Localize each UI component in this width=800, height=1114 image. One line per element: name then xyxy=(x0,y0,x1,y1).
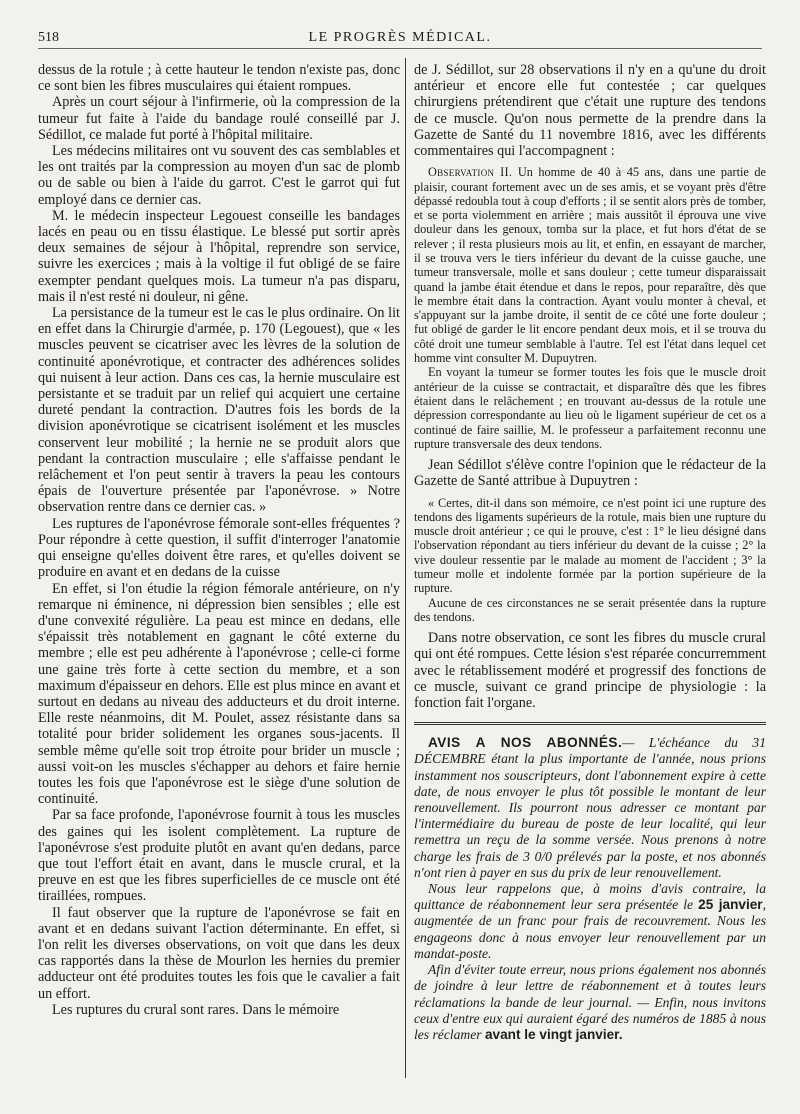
observation-followup: En voyant la tumeur se former toutes les fois que le muscle droit antérieur de la cuisse se contractait, et disparaître dès que les fibres étaient dans le relâchement ; en trouvant au-dessus de la rotule une dépression correspondante au lieu où le ligament supérieur de cet os a continué de faire saillie, M. le professeur a parfaitement reconnu une rupture transversale des deux tendons. xyxy=(414,365,766,451)
notice-text-3a: Afin d'éviter toute erreur, nous prions également nos abonnés de joindre à leur lettre de réabonnement et à toutes leurs réclamations la bande de leur journal. — Enfin, nous invitons ceux d'entre eux qui auraient égaré des numéros de 1885 à nous les réclamer xyxy=(414,962,766,1042)
left-paragraph: Les ruptures de l'aponévrose fémorale sont-elles fréquentes ? Pour répondre à cette question, il suffit d'interroger l'anatomie qui enseigne qu'elles doivent être rares, et qu'elles doivent se produire en avant et en dedans de la cuisse xyxy=(38,515,400,581)
left-paragraph: M. le médecin inspecteur Legouest conseille les bandages lacés en peau ou en tissu élastique. Le blessé put sortir après deux semaines de séjour à l'hôpital, reprendre son service, suivre les exercices ; mais à la voltige il fut obligé de se faire exempter pendant quelques mois. La tumeur n'a pas disparu, mais il n'est resté ni douleur, ni gêne. xyxy=(38,207,400,305)
left-paragraph: La persistance de la tumeur est le cas le plus ordinaire. On lit en effet dans la Chirurgie d'armée, p. 170 (Legouest), que « les muscles peuvent se cicatriser avec les lèvres de la solution de continuité aponévrotique, et contracter des adhérences solides qui nuisent à leur action. Dans ces cas, la hernie musculaire est persistante et se traduit par un relief qui acquiert une certaine dureté pendant la contraction. D'autres fois les bords de la division aponévrotique se cicatrisent isolément et les muscles conservent leur mobilité ; la hernie ne se produit alors que pendant la contraction musculaire ; elle s'affaisse pendant le relâchement et l'on peut sentir à travers la peau les contours épais de l'ouverture présentée par l'aponévrose. » Notre observation rentre dans ce dernier cas. » xyxy=(38,305,400,516)
notice-paragraph-2 xyxy=(414,881,766,962)
column-rule xyxy=(405,58,406,1078)
left-paragraph: Il faut observer que la rupture de l'aponévrose se fait en avant et en dedans suivant l'action déterminante. En effet, si l'on relit les diverses observations, on voit que dans les deux cas rapportés dans la thèse de Mourlon les hernies du premier adducteur ont été produites toutes les fois que le cavalier a fait un effort. xyxy=(38,904,400,1002)
page-header xyxy=(38,26,762,49)
conclusion-paragraph: Dans notre observation, ce sont les fibres du muscle crural qui ont été rompues. Cette lésion s'est réparée concurremment avec le rétablissement modéré et progressif des fonctions de ce muscle, suivant ce grand principe de physiologie : la fonction fait l'organe. xyxy=(414,630,766,712)
notice-date: 25 janvier xyxy=(698,897,763,913)
quote-end: Aucune de ces circonstances ne se serait présentée dans la rupture des tendons. xyxy=(414,595,766,624)
notice-deadline: avant le vingt janvier. xyxy=(484,1026,623,1042)
observation-text: Un homme de 40 à 45 ans, dans une partie de plaisir, courant fortement avec un de ses amis, et se voyant près d'être dépassé redoubla tout à coup d'efforts ; il se sentit alors près de tomber, et se porta violemment en arrière ; mais aussitôt il éprouva une vive douleur dans les genoux, tomba sur la place, et fut hors d'état de se relever ; il resta plusieurs mois au lit, et enfin, en essayant de marcher, il se trouva vers le tiers inférieur du devant de la cuisse gauche, une tumeur transversale, molle et sans douleur ; cette tumeur disparaissait quand la jambe était étendue et dans le repos, pour reparaître, dès que le membre était dans la contraction. Ayant voulu monter à cheval, et s'appuyant sur la jambe droite, il sentit de ce côté une forte douleur ; fut obligé de garder le lit encore pendant deux mois, et il se trouva du côté droit une tumeur semblable à l'autre. Tel est l'état dans lequel cet homme vint consulter M. Dupuytren. xyxy=(414,165,766,366)
quote-paragraph: « Certes, dit-il dans son mémoire, ce n'est point ici une rupture des tendons des ligaments supérieurs de la rotule, mais bien une rupture du muscle droit antérieur ; ce qui le prouve, c'est : 1° le lieu désigné dans l'observation répondant au tiers inférieur du devant de la cuisse ; 2° la vive douleur ressentie par le malade au moment de l'accident ; 3° la tumeur molle et indolente formée par la portion supérieure de la rupture. xyxy=(414,495,766,596)
notice-paragraph-1 xyxy=(414,735,766,881)
page-number: 518 xyxy=(38,30,59,45)
left-paragraph: Les médecins militaires ont vu souvent des cas semblables et les ont traités par la compression au moyen d'un sac de plomb ou de sable ou bien à l'aide du garrot. C'est le garrot qui fut employé dans ce dernier cas. xyxy=(38,143,400,208)
section-divider xyxy=(414,722,766,725)
notice-text-2b: , augmentée de un franc pour frais de recouvrement. Nous les engageons donc à nous envoyer leur renouvellement par un mandat-poste. xyxy=(414,897,766,961)
notice-text-1: — L'échéance du 31 DÉCEMBRE étant la plus importante de l'année, nous prions instamment nos souscripteurs, dont l'abonnement expire à cette date, de nous envoyer le plus tôt possible le montant de leur renouvellement. Ils pourront nous adresser ce montant par l'intermédiaire du bureau de poste de leur localité, qui leur remettra un reçu de la somme versée. Nous prenons à notre charge les frais de 3 0/0 prélevés par la poste, et nos abonnés n'ont rien à payer en sus du prix de leur renouvellement. xyxy=(414,735,766,880)
journal-title: LE PROGRÈS MÉDICAL. xyxy=(308,30,492,45)
notice-text-2a: Nous leur rappelons que, à moins d'avis contraire, la quittance de réabonnement leur sera présentée le xyxy=(414,881,766,913)
observation-paragraph xyxy=(414,165,766,365)
notice-title: AVIS A NOS ABONNÉS. xyxy=(428,735,623,751)
left-paragraph: Les ruptures du crural sont rares. Dans le mémoire xyxy=(52,1001,340,1018)
left-paragraph: En effet, si l'on étudie la région fémorale antérieure, on n'y remarque ni éminence, ni dépression bien sensibles ; elle est d'une convexité régulière. La peau est mince en dedans, elle s'épaissit très notablement en gagnant le côté externe du membre ; elle est peu adhérente à l'aponévrose ; celle-ci forme une gaine très forte à cette section du membre, et a son maximum d'épaisseur en dehors. Elle est plus mince en avant et surtout en dedans au niveau des adducteurs et du droit interne. Elle reste néanmoins, dit M. Poulet, assez résistante dans sa totalité pour brider solidement les organes sous-jacents. Il semble même qu'elle soit trop étroite pour brider un muscle ; aussi voit-on les muscles s'échapper au dehors et faire hernie toutes les fois que l'aponévrose est le siège d'une solution de continuité. xyxy=(38,580,400,808)
left-paragraph: Après un court séjour à l'infirmerie, où la compression de la tumeur fut faite à l'aide du bandage roulé conseillé par J. Sédillot, ce malade fut porté à l'hôpital militaire. xyxy=(38,94,400,143)
subscriber-notice xyxy=(414,735,766,1043)
left-paragraph: dessus de la rotule ; à cette hauteur le tendon n'existe pas, donc ce sont bien les fibres musculaires qui étaient rompues. xyxy=(38,62,400,95)
left-column xyxy=(38,62,400,1018)
right-column xyxy=(414,62,766,1043)
notice-paragraph-3 xyxy=(414,962,766,1043)
right-intro-paragraph: de J. Sédillot, sur 28 observations il n'y en a qu'une du droit antérieur et encore elle fut contestée ; car quelques chirurgiens prétendirent que c'était une rupture des tendons de ce muscle. Qu'on nous permette de la prendre dans la Gazette de Santé du 11 novembre 1816, avec les différents commentaires qui l'accompagnent : xyxy=(414,62,766,160)
left-paragraph: Par sa face profonde, l'aponévrose fournit à tous les muscles des gaines qui les isolent complètement. La rupture de l'aponévrose s'est produite plutôt en avant qu'en dedans, parce que tout l'effort était en avant, dans le muscle crural, et la preuve en est que les fibres superficielles de ce muscle ont été tiraillées, rompues. xyxy=(38,807,400,905)
sedillot-paragraph: Jean Sédillot s'élève contre l'opinion que le rédacteur de la Gazette de Santé attribue à Dupuytren : xyxy=(414,457,766,490)
observation-label: Observation II. xyxy=(428,165,513,180)
